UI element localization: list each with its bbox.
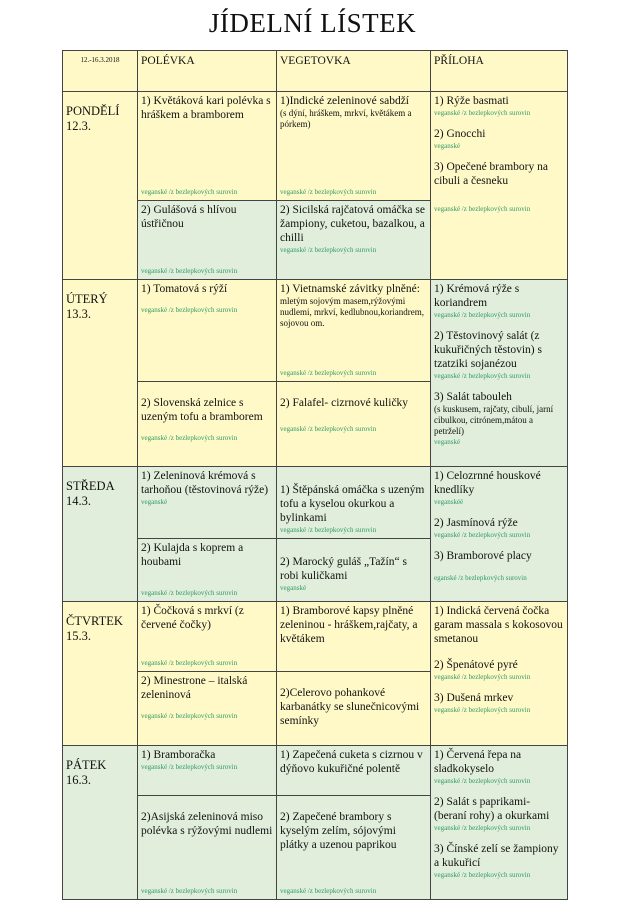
side-item: 1) Indická červená čočka garam massala s kokosovou smetanou xyxy=(434,605,563,645)
side-cell xyxy=(431,467,568,602)
vegetovka-item: 2) Zapečené brambory s kyselým zelím, sójovými plátky a uzenou paprikou xyxy=(280,811,397,851)
vegetovka-note: mletým sojovým masem,rýžovými nudlemi, mrkví, kedlubnou,koriandrem, sojovou om. xyxy=(280,296,424,328)
day-date: 12.3. xyxy=(66,119,91,133)
menu-table xyxy=(62,50,568,900)
vegetovka-item: 1) Štěpánská omáčka s uzeným tofu a kyselou okurkou a bylinkami xyxy=(280,484,425,524)
diet-tag: veganské /z bezlepkových surovin xyxy=(280,526,377,534)
side-cell xyxy=(431,92,568,280)
page-title: JÍDELNÍ LÍSTEK xyxy=(208,8,417,38)
diet-tag: veganské /z bezlepkových surovin xyxy=(434,109,531,117)
day-name: PONDĚLÍ xyxy=(66,104,120,118)
diet-tag: veganské /z bezlepkových surovin xyxy=(141,887,238,895)
soup-cell xyxy=(138,280,277,382)
soup-item: 2) Slovenská zelnice s uzeným tofu a bramborem xyxy=(141,397,263,423)
diet-tag: veganské /z bezlepkových surovin xyxy=(280,188,377,196)
side-item: 1) Rýže basmati xyxy=(434,95,509,107)
day-name: STŘEDA xyxy=(66,479,115,493)
side-item: 3) Čínské zelí se žampiony a kukuřicí xyxy=(434,843,559,869)
diet-tag: veganské /z bezlepkových surovin xyxy=(434,871,531,879)
vegetovka-item: 1) Vietnamské závitky plněné: xyxy=(280,283,420,295)
day-date: 13.3. xyxy=(66,307,91,321)
side-cell xyxy=(431,280,568,467)
diet-tag: veganské /z bezlepkových surovin xyxy=(141,267,238,275)
vegetovka-cell xyxy=(277,92,431,201)
side-item: 2) Salát s paprikami- (beraní rohy) a okurkami xyxy=(434,796,550,822)
soup-cell xyxy=(138,201,277,280)
diet-tag: veganské /z bezlepkových surovin xyxy=(280,246,377,254)
diet-tag: veganské xyxy=(280,584,307,592)
day-name: ÚTERÝ xyxy=(66,292,108,306)
day-name: ČTVRTEK xyxy=(66,614,123,628)
diet-tag: veganské /z bezlepkových surovin xyxy=(434,205,531,213)
diet-tag: veganské xyxy=(434,438,461,446)
side-item: 1) Celozrnné houskové knedlíky xyxy=(434,470,541,496)
soup-cell xyxy=(138,602,277,672)
monday-row-1 xyxy=(63,92,568,201)
soup-cell xyxy=(138,92,277,201)
vegetovka-cell xyxy=(277,467,431,539)
day-cell-thursday xyxy=(63,602,138,746)
day-date: 16.3. xyxy=(66,773,91,787)
diet-tag: veganské /z bezlepkových surovin xyxy=(141,659,238,667)
soup-cell xyxy=(138,382,277,467)
side-item: 1) Krémová rýže s koriandrem xyxy=(434,283,520,309)
soup-cell xyxy=(138,746,277,796)
diet-tag: eganské /z bezlepkových surovin xyxy=(434,574,527,582)
vegetovka-cell xyxy=(277,746,431,796)
day-cell-monday xyxy=(63,92,138,280)
vegetovka-cell xyxy=(277,672,431,746)
side-item: 2) Jasmínová rýže xyxy=(434,517,518,529)
soup-item: 1) Bramboračka xyxy=(141,749,216,761)
vegetovka-item: 2) Sicilská rajčatová omáčka se žampiony, cuketou, bazalkou, a chilli xyxy=(280,204,425,244)
vegetovka-item: 1)Indické zeleninové sabdží xyxy=(280,95,409,107)
thursday-row-1 xyxy=(63,602,568,672)
diet-tag: veganské /z bezlepkových surovin xyxy=(280,887,377,895)
vegetovka-item: 1) Zapečená cuketa s cizrnou v dýňovo kukuřičné polentě xyxy=(280,749,423,775)
side-cell xyxy=(431,746,568,900)
soup-item: 2) Kulajda s koprem a houbami xyxy=(141,542,244,568)
soup-item: 2) Gulášová s hlívou ústřičnou xyxy=(141,204,237,230)
soup-item: 1) Tomatová s rýží xyxy=(141,283,228,295)
diet-tag: veganské /z bezlepkových surovin xyxy=(141,306,238,314)
vegetovka-cell xyxy=(277,539,431,602)
soup-item: 2)Asijská zeleninová miso polévka s rýžovými nudlemi xyxy=(141,811,273,837)
diet-tag: veganské /z bezlepkových surovin xyxy=(280,425,377,433)
diet-tag: veganské /z bezlepkových surovin xyxy=(141,188,238,196)
side-item: 2) Gnocchi xyxy=(434,128,486,140)
tuesday-row-1 xyxy=(63,280,568,382)
soup-item: 1) Čočková s mrkví (z červené čočky) xyxy=(141,605,244,631)
side-item: 3) Salát tabouleh xyxy=(434,391,512,403)
diet-tag: veganské /z bezlepkových surovin xyxy=(141,712,238,720)
diet-tag: veganské /z bezlepkových surovin xyxy=(434,311,531,319)
side-item: 1) Červená řepa na sladkokyselo xyxy=(434,749,522,775)
date-range: 12.-16.3.2018 xyxy=(63,51,138,92)
diet-tag: veganské /z bezlepkových surovin xyxy=(280,369,377,377)
vegetovka-item: 1) Bramborové kapsy plněné zeleninou - hráškem,rajčaty, a květákem xyxy=(280,605,418,645)
header-row xyxy=(63,51,568,92)
diet-tag: veganské /z bezlepkových surovin xyxy=(141,434,238,442)
diet-tag: veganské /z bezlepkových surovin xyxy=(434,777,531,785)
vegetovka-cell xyxy=(277,382,431,467)
diet-tag: veganské /z bezlepkových surovin xyxy=(434,372,531,380)
vegetovka-cell xyxy=(277,280,431,382)
side-item: 3) Bramborové placy xyxy=(434,550,532,562)
side-item: 2) Špenátové pyré xyxy=(434,659,518,671)
diet-tag: veganské /z bezlepkových surovin xyxy=(434,706,531,714)
soup-cell xyxy=(138,539,277,602)
diet-tag: veganské /z bezlepkových surovin xyxy=(434,824,531,832)
wednesday-row-1 xyxy=(63,467,568,539)
diet-tag: veganské /z bezlepkových surovin xyxy=(434,531,531,539)
day-cell-wednesday xyxy=(63,467,138,602)
vegetovka-note: (s dýní, hráškem, mrkví, květákem a pórkem) xyxy=(280,108,412,129)
day-cell-tuesday xyxy=(63,280,138,467)
vegetovka-item: 2) Falafel- cizrnové kuličky xyxy=(280,397,409,409)
soup-item: 1) Zeleninová krémová s tarhoňou (těstovinová rýže) xyxy=(141,470,269,496)
diet-tag: veganské xyxy=(434,142,461,150)
side-cell xyxy=(431,602,568,746)
day-cell-friday xyxy=(63,746,138,900)
diet-tag: veganskéé xyxy=(434,498,464,506)
side-note: (s kuskusem, rajčaty, cibulí, jarní cibulkou, citrónem,mátou a petrželí) xyxy=(434,404,554,436)
diet-tag: veganské /z bezlepkových surovin xyxy=(141,589,238,597)
side-item: 2) Těstovinový salát (z kukuřičných těstovin) s tzatziki sojanézou xyxy=(434,330,542,370)
column-header-vegetovka: VEGETOVKA xyxy=(277,51,431,92)
soup-cell xyxy=(138,467,277,539)
diet-tag: veganské xyxy=(141,498,168,506)
side-item: 3) Opečené brambory na cibuli a česneku xyxy=(434,161,548,187)
diet-tag: veganské /z bezlepkových surovin xyxy=(141,763,238,771)
soup-item: 2) Minestrone – italská zeleninová xyxy=(141,675,248,701)
column-header-side: PŘÍLOHA xyxy=(431,51,568,92)
diet-tag: veganské /z bezlepkových surovin xyxy=(434,673,531,681)
vegetovka-item: 2) Marocký guláš „Tažín“ s robi kuličkami xyxy=(280,556,407,582)
friday-row-1 xyxy=(63,746,568,796)
day-date: 15.3. xyxy=(66,629,91,643)
vegetovka-item: 2)Celerovo pohankové karbanátky se slunečnicovými semínky xyxy=(280,687,420,727)
vegetovka-cell xyxy=(277,201,431,280)
day-date: 14.3. xyxy=(66,494,91,508)
soup-item: 1) Květáková kari polévka s hráškem a bramborem xyxy=(141,95,271,121)
column-header-soup: POLÉVKA xyxy=(138,51,277,92)
vegetovka-cell xyxy=(277,602,431,672)
day-name: PÁTEK xyxy=(66,758,107,772)
side-item: 3) Dušená mrkev xyxy=(434,692,514,704)
soup-cell xyxy=(138,672,277,746)
